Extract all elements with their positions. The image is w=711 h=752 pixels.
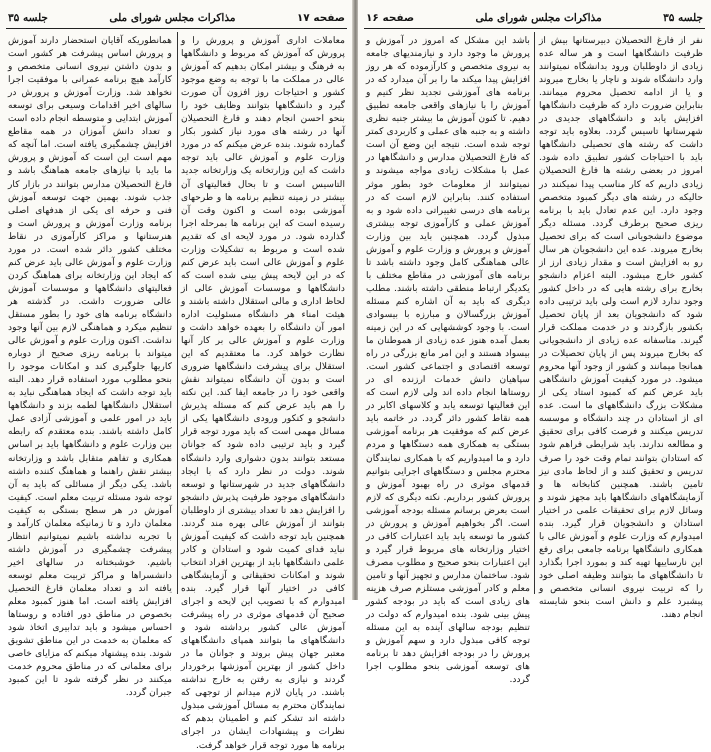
right-page-column-left bbox=[366, 34, 530, 686]
left-page-header bbox=[8, 10, 345, 26]
left-column-divider bbox=[177, 32, 178, 594]
right-page-number: صفحه ۱۶ bbox=[366, 12, 415, 24]
right-page-column-left-text: باشد این مشکل که امروز در آموزش و پرورش ما وجود دارد و نیازمندیهای جامعه به نیروی متخصص و کارآزموده که هر روز افزایش پیدا میکند ما را بر آن میدارد که در برنامه های آموزشی تجدید نظر کنیم و آموزش را با نیازهای واقعی جامعه تطبیق دهیم. تا کنون آموزش ما بیشتر جنبه نظری داشته و به جنبه های عملی و کاربردی کمتر توجه شده است. نتیجه این وضع آن است که فارغ التحصیلان مدارس و دانشگاهها در عمل با مشکلات زیادی مواجه میشوند و نمیتوانند از معلومات خود بطور موثر استفاده کنند. بنابراین لازم است که در برنامه های درسی تغییراتی داده شود و به آموزش عملی و کارآموزی توجه بیشتری مبذول گردد. همچنین باید بین وزارت آموزش و پرورش و وزارت علوم و آموزش عالی هماهنگی کامل وجود داشته باشد تا برنامه های آموزشی در مقاطع مختلف با یکدیگر ارتباط منطقی داشته باشند. مطلب دیگری که باید به آن اشاره کنم مسئله آموزش بزرگسالان و مبارزه با بیسوادی است. با وجود کوششهایی که در این زمینه بعمل آمده هنوز عده زیادی از هموطنان ما بیسواد هستند و این امر مانع بزرگی در راه توسعه اقتصادی و اجتماعی کشور است. سپاهیان دانش خدمات ارزنده ای در روستاها انجام داده اند ولی لازم است که این فعالیتها توسعه یابد و کلاسهای اکابر در همه نقاط کشور دائر گردد. در خاتمه باید عرض کنم که موفقیت هر برنامه آموزشی بستگی به همکاری همه دستگاهها و مردم دارد و ما امیدواریم که با همکاری نمایندگان محترم مجلس و دستگاههای اجرایی بتوانیم قدمهای موثری در راه بهبود آموزش و پرورش کشور برداریم. نکته دیگری که لازم است بعرض برسانم مسئله بودجه آموزشی است. اگر بخواهیم آموزش و پرورش در کشور ما توسعه یابد باید اعتبارات کافی در اختیار وزارتخانه های مربوط قرار گیرد و این اعتبارات بنحو صحیح و مطلوب مصرف شود. ساختمان مدارس و تجهیز آنها و تامین معلم و کادر آموزشی مستلزم صرف هزینه های زیادی است که باید در بودجه کشور پیش بینی شود. بنده امیدوارم که دولت در تنظیم بودجه سالهای آینده به این مسئله توجه کافی مبذول دارد و سهم آموزش و پرورش را در بودجه افزایش دهد تا برنامه های توسعه آموزشی بنحو مطلوب اجرا گردد. bbox=[366, 35, 530, 686]
left-page-column-left bbox=[8, 34, 172, 699]
left-page bbox=[0, 0, 353, 751]
left-page-column-right bbox=[181, 34, 345, 751]
left-page-title: مذاکرات مجلس شورای ملی bbox=[109, 12, 236, 24]
left-page-session: جلسه ۳۵ bbox=[8, 12, 48, 24]
left-page-column-right-text: معاملات اداری آموزش و پرورش را و پرورش که آموزش که مربوط و دانشگاهها به فرهنگ و بیشتر امکان بدهیم که آموزش عالی در مملکت ما با توجه به وضع موجود کشور و احتیاجات روز افزون آن صورت گیرد و دانشگاهها بتوانند وظایف خود را بنحو احسن انجام دهند و فارغ التحصیلان آنها در رشته های مورد نیاز کشور بکار گمارده شوند. بنده عرض میکنم که در مورد وزارت علوم و آموزش عالی باید توجه داشت که این وزارتخانه یک وزارتخانه جدید التاسیس است و تا بحال فعالیتهای آن بیشتر در زمینه تنظیم برنامه ها و طرحهای آموزشی بوده است و اکنون وقت آن رسیده است که این برنامه ها بمرحله اجرا گذارده شود. در مورد لایحه ای که تقدیم شده است و مربوط به تشکیلات وزارت علوم و آموزش عالی است باید عرض کنم که در این لایحه پیش بینی شده است که دانشگاهها و موسسات آموزش عالی از لحاظ اداری و مالی استقلال داشته باشند و هیئت امناء هر دانشگاه مسئولیت اداره امور آن دانشگاه را بعهده خواهد داشت و وزارت علوم و آموزش عالی بر کار آنها نظارت خواهد کرد. ما معتقدیم که این استقلال برای پیشرفت دانشگاهها ضروری است و بدون آن دانشگاه نمیتواند نقش واقعی خود را در جامعه ایفا کند. این نکته را هم باید عرض کنم که مسئله پذیرش دانشجو و کنکور ورودی دانشگاهها یکی از مسائل مهمی است که باید مورد توجه قرار گیرد و باید ترتیبی داده شود که جوانان مستعد بتوانند بدون دشواری وارد دانشگاه شوند. دولت در نظر دارد که با ایجاد دانشگاههای جدید در شهرستانها و توسعه دانشگاههای موجود ظرفیت پذیرش دانشجو را افزایش دهد تا تعداد بیشتری از داوطلبان بتوانند از آموزش عالی بهره مند گردند. همچنین باید توجه داشت که کیفیت آموزش نباید فدای کمیت شود و استادان و کادر علمی دانشگاهها باید از بهترین افراد انتخاب شوند و امکانات تحقیقاتی و آزمایشگاهی کافی در اختیار آنها قرار گیرد. بنده امیدوارم که با تصویب این لایحه و اجرای صحیح آن قدمهای موثری در راه پیشرفت آموزش عالی کشور برداشته شود و دانشگاههای ما بتوانند همپای دانشگاههای معتبر جهان پیش بروند و جوانان ما در داخل کشور از بهترین آموزشها برخوردار گردند و نیازی به رفتن به خارج نداشته باشند. در پایان لازم میدانم از توجهی که نمایندگان محترم به مسائل آموزشی مبذول داشته اند تشکر کنم و اطمینان بدهم که نظرات و پیشنهادات ایشان در اجرای برنامه ها مورد توجه قرار خواهد گرفت. bbox=[181, 35, 345, 751]
left-page-number: صفحه ۱۷ bbox=[296, 12, 345, 24]
right-page-session: جلسه ۳۵ bbox=[663, 12, 703, 24]
left-page-column-left-text: همانطوریکه آقایان استحضار دارند آموزش و پرورش اساس پیشرفت هر کشور است و بدون داشتن نیروی انسانی متخصص و کارآمد هیچ برنامه عمرانی با موفقیت اجرا نخواهد شد. وزارت آموزش و پرورش در سالهای اخیر اقدامات وسیعی برای توسعه آموزش ابتدایی و متوسطه انجام داده است و تعداد دانش آموزان در همه مقاطع افزایش چشمگیری یافته است. اما آنچه که مهم است این است که آموزش و پرورش ما باید با نیازهای جامعه هماهنگ باشد و فارغ التحصیلان مدارس بتوانند در بازار کار جذب شوند. بهمین جهت توسعه آموزش فنی و حرفه ای یکی از هدفهای اصلی برنامه وزارت آموزش و پرورش است و هنرستانها و مراکز کارآموزی در نقاط مختلف کشور دائر شده است. در مورد وزارت علوم و آموزش عالی باید عرض کنم که ایجاد این وزارتخانه برای هماهنگ کردن فعالیتهای دانشگاهها و موسسات آموزش عالی ضرورت داشت. در گذشته هر دانشگاه برنامه های خود را بطور مستقل تنظیم میکرد و هماهنگی لازم بین آنها وجود نداشت. اکنون وزارت علوم و آموزش عالی میتواند با برنامه ریزی صحیح از دوباره کاریها جلوگیری کند و امکانات موجود را بنحو مطلوب مورد استفاده قرار دهد. البته باید توجه داشت که ایجاد هماهنگی نباید به استقلال دانشگاهها لطمه بزند و دانشگاهها باید در امور علمی و آموزشی آزادی عمل کامل داشته باشند. بنده معتقدم که رابطه بین وزارت علوم و دانشگاهها باید بر اساس همکاری و تفاهم متقابل باشد و وزارتخانه بیشتر نقش راهنما و هماهنگ کننده داشته باشد. یکی دیگر از مسائلی که باید به آن توجه شود مسئله تربیت معلم است. کیفیت آموزش در هر سطح بستگی به کیفیت معلمان دارد و تا زمانیکه معلمان کارآمد و با تجربه نداشته باشیم نمیتوانیم انتظار پیشرفت چشمگیری در آموزش داشته باشیم. خوشبختانه در سالهای اخیر دانشسراها و مراکز تربیت معلم توسعه یافته اند و تعداد معلمان فارغ التحصیل افزایش یافته است. اما هنوز کمبود معلم بخصوص در مناطق دور افتاده و روستاها احساس میشود و باید تدابیری اتخاذ شود که معلمان به خدمت در این مناطق تشویق شوند. بنده پیشنهاد میکنم که مزایای خاصی برای معلمانی که در مناطق محروم خدمت میکنند در نظر گرفته شود تا این کمبود جبران گردد. bbox=[8, 35, 172, 699]
right-page bbox=[358, 0, 711, 686]
right-page-header bbox=[366, 10, 703, 26]
left-header-rule bbox=[6, 28, 347, 29]
right-column-divider bbox=[534, 32, 535, 594]
right-page-column-right bbox=[539, 34, 703, 621]
right-header-rule bbox=[364, 28, 705, 29]
right-page-title: مذاکرات مجلس شورای ملی bbox=[475, 12, 602, 24]
right-page-column-right-text: نفر از فارغ التحصیلان دبیرستانها بیش از ظرفیت دانشگاهها است و هر ساله عده زیادی از داوطلبان ورود بدانشگاه نمیتوانند وارد دانشگاه شوند و ناچار یا بخارج میروند و یا از ادامه تحصیل محروم میمانند. بنابراین ضرورت دارد که ظرفیت دانشگاهها افزایش یابد و دانشگاههای جدیدی در شهرستانها تاسیس گردد. بعلاوه باید توجه داشت که رشته های تحصیلی دانشگاهها باید با احتیاجات کشور تطبیق داده شود. امروز در بعضی رشته ها فارغ التحصیلان زیادی داریم که کار مناسب پیدا نمیکنند در حالیکه در رشته های دیگر کمبود متخصص وجود دارد. این عدم تعادل باید با برنامه ریزی صحیح برطرف گردد. مسئله دیگر موضوع دانشجویانی است که برای تحصیل بخارج میروند. عده این دانشجویان هر سال رو به افزایش است و مقدار زیادی ارز از کشور خارج میشود. البته اعزام دانشجو بخارج برای رشته هایی که در داخل کشور وجود ندارد لازم است ولی باید ترتیبی داده شود که دانشجویان بعد از پایان تحصیل بکشور بازگردند و در خدمت مملکت قرار گیرند. متاسفانه عده زیادی از دانشجویانی که بخارج میروند پس از پایان تحصیلات در همانجا میمانند و کشور از وجود آنها محروم میشود. در مورد کیفیت آموزش دانشگاهی باید عرض کنم که کمبود استاد یکی از مشکلات بزرگ دانشگاههای ما است. عده ای از استادان در چند دانشگاه و موسسه تدریس میکنند و فرصت کافی برای تحقیق و مطالعه ندارند. باید شرایطی فراهم شود که استادان بتوانند تمام وقت خود را صرف تدریس و تحقیق کنند و از لحاظ مادی نیز تامین باشند. همچنین کتابخانه ها و آزمایشگاههای دانشگاهها باید مجهز شوند و وسائل لازم برای تحقیقات علمی در اختیار استادان و دانشجویان قرار گیرد. بنده امیدوارم که وزارت علوم و آموزش عالی با همکاری دانشگاهها برنامه جامعی برای رفع این نارساییها تهیه کند و بمورد اجرا بگذارد تا دانشگاههای ما بتوانند وظیفه اصلی خود را که تربیت نیروی انسانی متخصص و پیشبرد علم و دانش است بنحو شایسته انجام دهند. bbox=[539, 35, 703, 621]
